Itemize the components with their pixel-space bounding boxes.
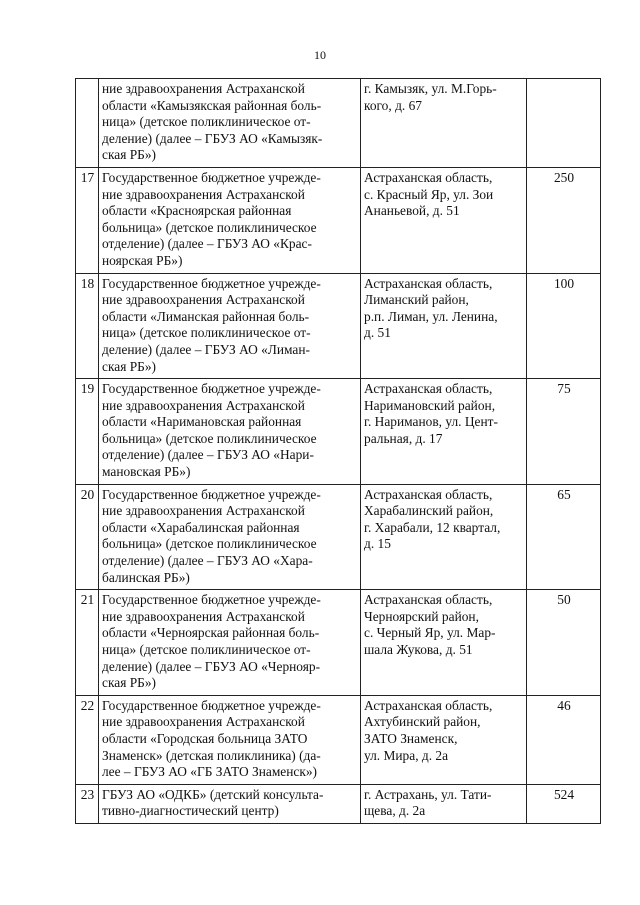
row-number: 20 [76,484,99,590]
capacity-value: 50 [527,590,601,696]
row-number: 23 [76,784,99,823]
row-number: 22 [76,695,99,784]
institution-address: Астраханская область, Лиманский район, р.п. Лиман, ул. Ленина, д. 51 [361,273,527,379]
institution-address: г. Астрахань, ул. Тати- щева, д. 2а [361,784,527,823]
institution-name: Государственное бюджетное учрежде- ние здравоохранения Астраханской области «Городская больница ЗАТО Знаменск» (детская поликлиника) (да- лее – ГБУЗ АО «ГБ ЗАТО Знаменск») [99,695,361,784]
row-number [76,79,99,168]
institution-name: Государственное бюджетное учрежде- ние здравоохранения Астраханской области «Красноярская районная больница» (детское поликлиническое отделение) (далее – ГБУЗ АО «Крас- ноярская РБ») [99,167,361,273]
institution-name: ние здравоохранения Астраханской области «Камызякская районная боль- ница» (детское поликлиническое от- деление) (далее – ГБУЗ АО «Камызяк- ская РБ») [99,79,361,168]
institution-name: Государственное бюджетное учрежде- ние здравоохранения Астраханской области «Харабалинская районная больница» (детское поликлиническое отделение) (далее – ГБУЗ АО «Хара- балинская РБ») [99,484,361,590]
capacity-value: 250 [527,167,601,273]
capacity-value [527,79,601,168]
institution-address: Астраханская область, Черноярский район, с. Черный Яр, ул. Мар- шала Жукова, д. 51 [361,590,527,696]
capacity-value: 75 [527,379,601,485]
capacity-value: 65 [527,484,601,590]
institution-address: Астраханская область, Наримановский район, г. Нариманов, ул. Цент- ральная, д. 17 [361,379,527,485]
row-number: 19 [76,379,99,485]
table-row [76,379,601,485]
table-row [76,273,601,379]
institution-address: Астраханская область, Ахтубинский район, ЗАТО Знаменск, ул. Мира, д. 2а [361,695,527,784]
institution-name: Государственное бюджетное учрежде- ние здравоохранения Астраханской области «Наримановская районная больница» (детское поликлиническое отделение) (далее – ГБУЗ АО «Нари- мановская РБ») [99,379,361,485]
institution-address: г. Камызяк, ул. М.Горь- кого, д. 67 [361,79,527,168]
institution-address: Астраханская область, Харабалинский район, г. Харабали, 12 квартал, д. 15 [361,484,527,590]
row-number: 18 [76,273,99,379]
institution-address: Астраханская область, с. Красный Яр, ул. Зои Ананьевой, д. 51 [361,167,527,273]
table-row [76,695,601,784]
institution-name: ГБУЗ АО «ОДКБ» (детский консульта- тивно-диагностический центр) [99,784,361,823]
row-number: 21 [76,590,99,696]
table-row [76,79,601,168]
row-number: 17 [76,167,99,273]
page-number: 10 [314,48,326,62]
institutions-table [75,78,601,824]
institution-name: Государственное бюджетное учрежде- ние здравоохранения Астраханской области «Лиманская районная боль- ница» (детское поликлиническое от- деление) (далее – ГБУЗ АО «Лиман- ская РБ») [99,273,361,379]
capacity-value: 100 [527,273,601,379]
table-row [76,167,601,273]
institution-name: Государственное бюджетное учрежде- ние здравоохранения Астраханской области «Черноярская районная боль- ница» (детское поликлиническое от- деление) (далее – ГБУЗ АО «Чернояр- ская РБ») [99,590,361,696]
table-row [76,590,601,696]
table-row [76,784,601,823]
capacity-value: 524 [527,784,601,823]
capacity-value: 46 [527,695,601,784]
table-row [76,484,601,590]
